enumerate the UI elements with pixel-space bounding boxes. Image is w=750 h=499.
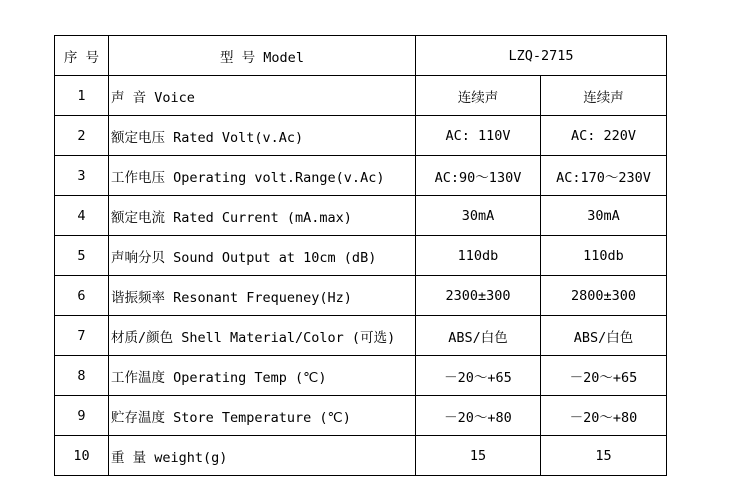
row-number: 4 <box>55 196 109 236</box>
spec-table-body <box>55 36 667 476</box>
row-value-2: AC:170～230V <box>541 156 667 196</box>
row-value-1: 15 <box>416 436 541 476</box>
row-value-1: －20～+65 <box>416 356 541 396</box>
table-row <box>55 396 667 436</box>
table-row <box>55 436 667 476</box>
row-parameter: 额定电压 Rated Volt(v.Ac) <box>109 116 416 156</box>
row-value-2: 110db <box>541 236 667 276</box>
row-number: 10 <box>55 436 109 476</box>
header-param: 型 号 Model <box>109 36 416 76</box>
row-parameter: 工作电压 Operating volt.Range(v.Ac) <box>109 156 416 196</box>
header-row <box>55 36 667 76</box>
table-row <box>55 196 667 236</box>
row-parameter: 重 量 weight(g) <box>109 436 416 476</box>
row-value-2: 2800±300 <box>541 276 667 316</box>
row-number: 1 <box>55 76 109 116</box>
table-row <box>55 316 667 356</box>
header-no: 序 号 <box>55 36 109 76</box>
header-model: LZQ-2715 <box>416 36 667 76</box>
row-number: 6 <box>55 276 109 316</box>
row-value-1: 110db <box>416 236 541 276</box>
table-row <box>55 156 667 196</box>
row-value-2: 30mA <box>541 196 667 236</box>
table-row <box>55 356 667 396</box>
row-number: 7 <box>55 316 109 356</box>
row-value-1: ABS/白色 <box>416 316 541 356</box>
row-parameter: 额定电流 Rated Current (mA.max) <box>109 196 416 236</box>
row-value-2: AC: 220V <box>541 116 667 156</box>
row-value-2: －20～+80 <box>541 396 667 436</box>
table-row <box>55 116 667 156</box>
row-value-2: ABS/白色 <box>541 316 667 356</box>
row-parameter: 贮存温度 Store Temperature (℃) <box>109 396 416 436</box>
row-parameter: 谐振频率 Resonant Frequeney(Hz) <box>109 276 416 316</box>
row-value-1: 2300±300 <box>416 276 541 316</box>
table-row <box>55 276 667 316</box>
row-number: 8 <box>55 356 109 396</box>
table-row <box>55 76 667 116</box>
row-value-1: 连续声 <box>416 76 541 116</box>
row-number: 9 <box>55 396 109 436</box>
row-parameter: 工作温度 Operating Temp (℃) <box>109 356 416 396</box>
row-number: 3 <box>55 156 109 196</box>
spec-table <box>54 35 667 476</box>
row-parameter: 声响分贝 Sound Output at 10cm (dB) <box>109 236 416 276</box>
table-row <box>55 236 667 276</box>
row-parameter: 材质/颜色 Shell Material/Color (可选) <box>109 316 416 356</box>
row-value-1: －20～+80 <box>416 396 541 436</box>
row-value-2: 15 <box>541 436 667 476</box>
row-value-1: 30mA <box>416 196 541 236</box>
row-number: 5 <box>55 236 109 276</box>
row-number: 2 <box>55 116 109 156</box>
row-value-1: AC: 110V <box>416 116 541 156</box>
row-value-2: 连续声 <box>541 76 667 116</box>
row-parameter: 声 音 Voice <box>109 76 416 116</box>
row-value-2: －20～+65 <box>541 356 667 396</box>
row-value-1: AC:90～130V <box>416 156 541 196</box>
